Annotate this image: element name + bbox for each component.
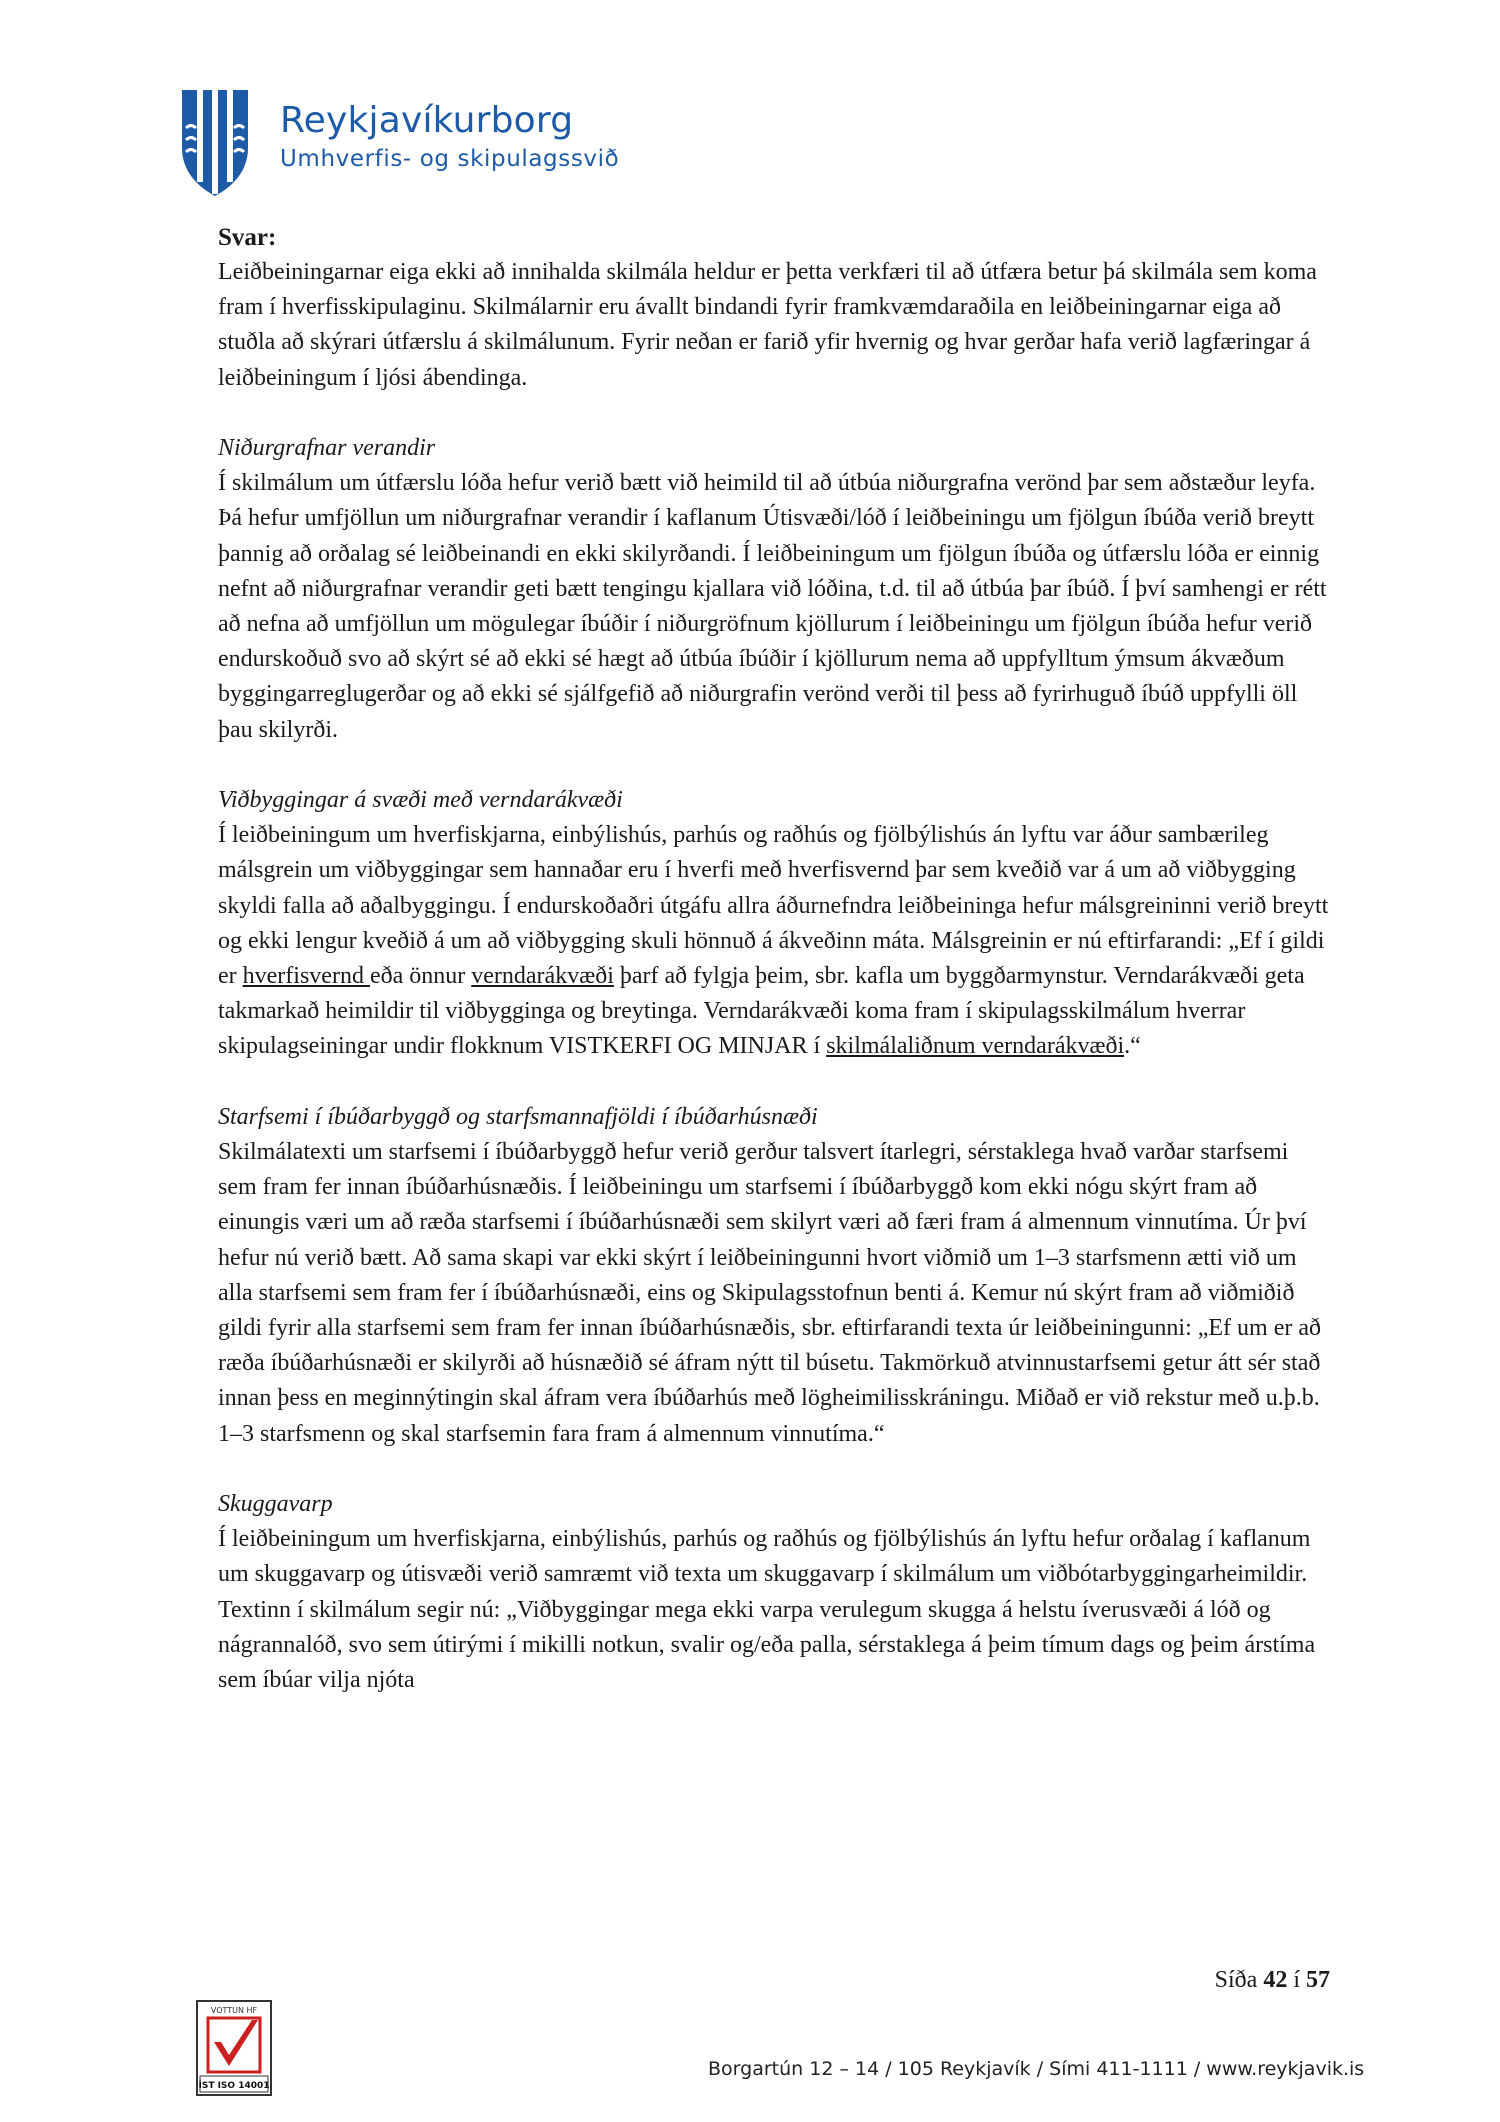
iso-badge-icon — [196, 2000, 272, 2096]
section-vidbyggingar — [218, 783, 1330, 1065]
section-starfsemi — [218, 1100, 1330, 1452]
total-pages: 57 — [1306, 1967, 1330, 1993]
section-nidurgrafnar-verandir — [218, 431, 1330, 748]
section-text: Skilmálatexti um starfsemi í íbúðarbyggð hefur verið gerður talsvert ítarlegri, sérstaklega hvað varðar starfsemi sem fram fer innan íbúðarhúsnæðis. Í leiðbeiningu um starfsemi í íbúðarbyggð kom ekki nógu skýrt fram að einungis væri um að ræða starfsemi í íbúðarhúsnæði sem skilyrt væri að færi fram á almennum vinnutíma. Úr því hefur nú verið bætt. Að sama skapi var ekki skýrt í leiðbeiningunni hvort viðmið um 1–3 starfsmenn ætti við um alla starfsemi sem fram fer í íbúðarhúsnæði, eins og Skipulagsstofnun benti á. Kemur nú skýrt fram að viðmiðið gildi fyrir alla starfsemi sem fram fer innan íbúðarhúsnæðis, sbr. eftirfarandi texta úr leiðbeiningunni: „Ef um er að ræða íbúðarhúsnæði er skilyrði að húsnæðið sé áfram nýtt til búsetu. Takmörkuð atvinnustarfsemi getur átt sér stað innan þess en meginnýtingin skal áfram vera íbúðarhús með lögheimilisskráningu. Miðað er við rekstur með u.þ.b. 1–3 starfsmenn og skal starfsemin fara fram á almennum vinnutíma.“ — [218, 1139, 1322, 1447]
text-run: Í leiðbeiningum um hverfiskjarna, einbýlishús, parhús og raðhús og fjölbýlishús án lyftu var áður sambærileg málsgrein um viðbyggingar sem hannaðar eru í hverfi með hverfisvernd þar sem kveðið var á um að viðbygging skyldi falla að aðalbyggingu. Í endurskoðaðri útgáfu allra áðurnefndra leiðbeininga hefur málsgreininni verið breytt og ekki lengur kveðið á um að viðbygging skuli hönnuð á ákveðinn máta. Málsgreinin er nú eftirfarandi: „Ef í gildi er — [218, 822, 1329, 990]
text-run: eða önnur — [369, 963, 472, 990]
city-shield-icon — [180, 88, 250, 198]
section-title: Starfsemi í íbúðarbyggð og starfsmannafjöldi í íbúðarhúsnæði — [218, 1103, 818, 1130]
document-body — [218, 220, 1330, 1698]
cert-top-text: VOTTUN HF — [210, 2006, 258, 2015]
section-skuggavarp — [218, 1487, 1330, 1698]
section-title: Viðbyggingar á svæði með verndarákvæði — [218, 787, 623, 814]
iso-certification-logo — [196, 2000, 272, 2096]
text-run: þarf að fylgja þeim, sbr. kafla um byggðarmynstur. Verndarákvæði geta takmarkað heimildir til viðbygginga og breytinga. Verndarákvæði koma fram í skipulagsskilmálum hverrar skipulagseiningar undir flokknum VISTKERFI OG MINJAR í — [218, 963, 1305, 1060]
section-text: Í leiðbeiningum um hverfiskjarna, einbýlishús, parhús og raðhús og fjölbýlishús án lyftu hefur orðalag í kaflanum um skuggavarp og útisvæði verið samræmt við texta um skuggavarp í skilmálum um viðbótarbyggingarheimildir. Textinn í skilmálum segir nú: „Viðbyggingar mega ekki varpa verulegum skugga á helstu íverusvæði á lóð og nágrannalóð, svo sem útirými í mikilli notkun, svalir og/eða palla, sérstaklega á þeim tímum dags og þeim árstíma sem íbúar vilja njóta — [218, 1526, 1316, 1694]
hverfisvernd-link[interactable]: hverfisvernd — [242, 963, 370, 990]
department-name: Umhverfis- og skipulagssvið — [280, 146, 620, 172]
section-title: Niðurgrafnar verandir — [218, 435, 436, 461]
skilmalalidur-link[interactable]: skilmálaliðnum verndarákvæði — [826, 1033, 1125, 1060]
page-middle: í — [1287, 1967, 1306, 1993]
text-run: .“ — [1124, 1033, 1141, 1060]
reykjavik-logo — [180, 88, 620, 198]
cert-bottom-text: ÍST ISO 14001 — [198, 2081, 270, 2091]
verndarakvaedi-link[interactable]: verndarákvæði — [471, 963, 614, 990]
footer-address: Borgartún 12 – 14 / 105 Reykjavík / Sími 411-1111 / www.reykjavik.is — [708, 2058, 1365, 2080]
page-number — [1215, 1967, 1330, 1994]
section-title: Skuggavarp — [218, 1491, 333, 1518]
answer-heading: Svar: — [218, 224, 277, 251]
section-text — [218, 818, 1330, 1064]
current-page: 42 — [1263, 1967, 1288, 1993]
answer-section — [218, 220, 1330, 396]
section-text: Í skilmálum um útfærslu lóða hefur verið bætt við heimild til að útbúa niðurgrafna verönd þar sem aðstæður leyfa. Þá hefur umfjöllun um niðurgrafnar verandir í kaflanum Útisvæði/lóð í leiðbeiningu um fjölgun íbúða verið breytt þannig að orðalag sé leiðbeinandi en ekki skilyrðandi. Í leiðbeiningum um fjölgun íbúða og útfærslu lóða er einnig nefnt að niðurgrafnar verandir geti bætt tengingu kjallara við lóðina, t.d. til að útbúa þar íbúð. Í því samhengi er rétt að nefna að umfjöllun um mögulegar íbúðir í niðurgröfnum kjöllurum í leiðbeiningu um fjölgun íbúða hefur verið endurskoðuð svo að skýrt sé að ekki sé hægt að útbúa íbúðir í kjöllurum nema að uppfylltum ýmsum ákvæðum byggingarreglugerðar og að ekki sé sjálfgefið að niðurgrafin verönd verði til þess að fyrirhuguð íbúð uppfylli öll þau skilyrði. — [218, 470, 1327, 743]
answer-text: Leiðbeiningarnar eiga ekki að innihalda skilmála heldur er þetta verkfæri til að útfæra betur þá skilmála sem koma fram í hverfisskipulaginu. Skilmálarnir eru ávallt bindandi fyrir framkvæmdaraðila en leiðbeiningarnar eiga að stuðla að skýrari útfærslu á skilmálunum. Fyrir neðan er farið yfir hvernig og hvar gerðar hafa verið lagfæringar á leiðbeiningum í ljósi ábendinga. — [218, 259, 1317, 391]
page-prefix: Síða — [1214, 1967, 1264, 1993]
organization-name: Reykjavíkurborg — [280, 100, 574, 141]
